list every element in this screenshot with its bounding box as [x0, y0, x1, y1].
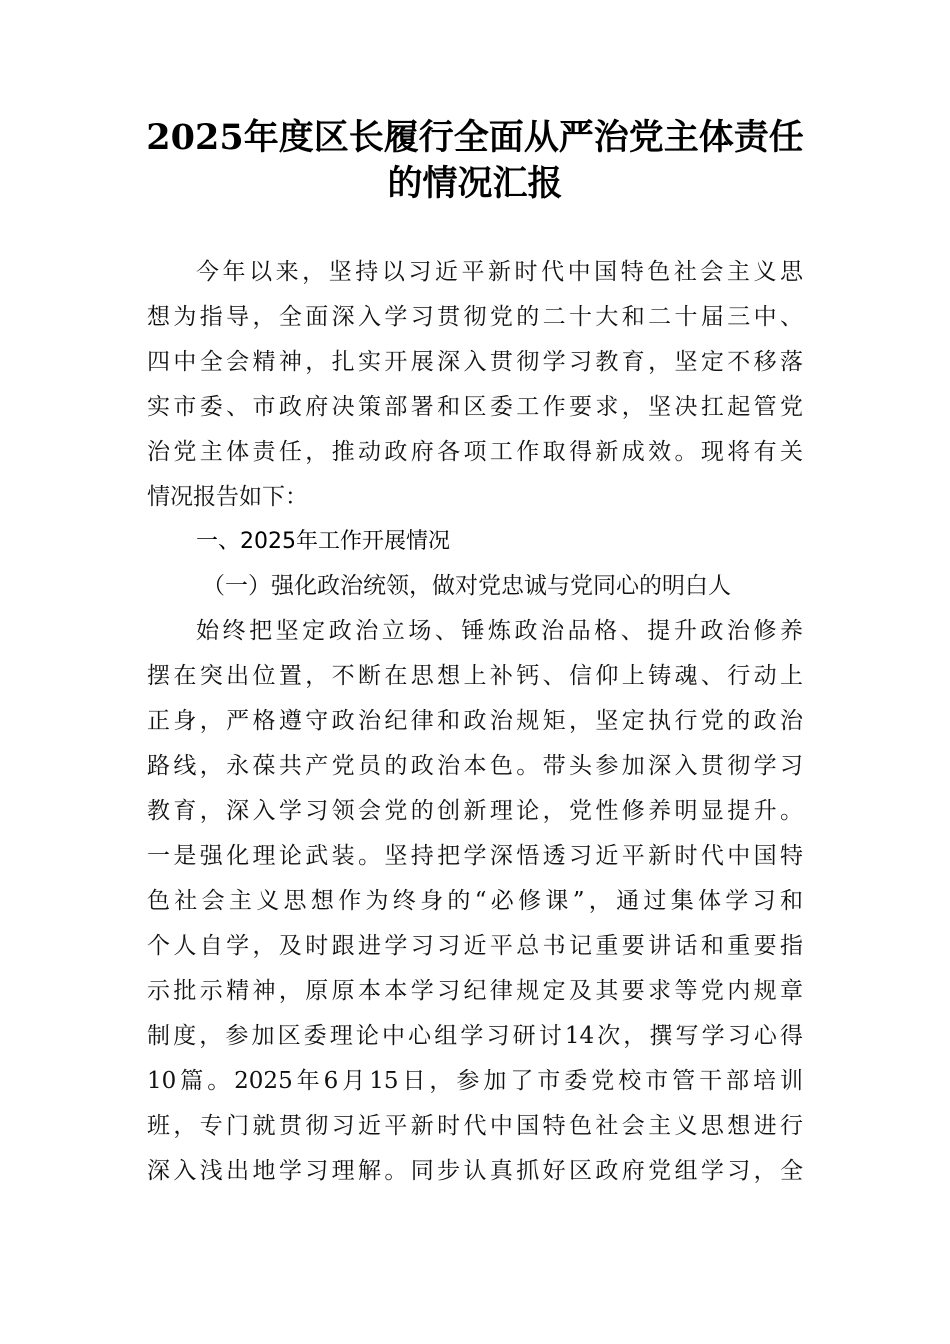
body-line: 个人自学，及时跟进学习习近平总书记重要讲话和重要指 [147, 933, 803, 959]
intro-line: 治党主体责任，推动政府各项工作取得新成效。现将有关 [147, 439, 803, 465]
intro-line: 想为指导，全面深入学习贯彻党的二十大和二十届三中、 [147, 304, 803, 330]
intro-line: 今年以来，坚持以习近平新时代中国特色社会主义思 [196, 259, 803, 285]
document-title-line-1: 2025年度区长履行全面从严治党主体责任 [146, 117, 804, 158]
body-line: 示批示精神，原原本本学习纪律规定及其要求等党内规章 [147, 978, 803, 1004]
body-line: 10篇。2025年6月15日，参加了市委党校市管干部培训 [147, 1068, 803, 1094]
body-line: 始终把坚定政治立场、锤炼政治品格、提升政治修养 [196, 618, 803, 644]
body-line: 正身，严格遵守政治纪律和政治规矩，坚定执行党的政治 [147, 708, 803, 734]
body-line: 一是强化理论武装。坚持把学深悟透习近平新时代中国特 [147, 843, 803, 869]
body-line: 色社会主义思想作为终身的“必修课”，通过集体学习和 [147, 888, 803, 914]
intro-line: 四中全会精神，扎实开展深入贯彻学习教育，坚定不移落 [147, 349, 803, 375]
body-line: 路线，永葆共产党员的政治本色。带头参加深入贯彻学习 [147, 753, 803, 779]
body-line: 教育，深入学习领会党的创新理论，党性修养明显提升。 [147, 798, 803, 824]
body-line: 班，专门就贯彻习近平新时代中国特色社会主义思想进行 [147, 1113, 803, 1139]
subsection-heading: （一）强化政治统领，做对党忠诚与党同心的明白人 [202, 573, 731, 599]
section-heading: 一、2025年工作开展情况 [196, 529, 450, 554]
document-title-line-2: 的情况汇报 [387, 163, 563, 204]
intro-line: 情况报告如下： [147, 484, 308, 510]
body-line: 摆在突出位置，不断在思想上补钙、信仰上铸魂、行动上 [147, 663, 803, 689]
intro-line: 实市委、市政府决策部署和区委工作要求，坚决扛起管党 [147, 394, 803, 420]
body-line: 深入浅出地学习理解。同步认真抓好区政府党组学习，全 [147, 1158, 803, 1184]
body-line: 制度，参加区委理论中心组学习研讨14次，撰写学习心得 [147, 1023, 803, 1049]
